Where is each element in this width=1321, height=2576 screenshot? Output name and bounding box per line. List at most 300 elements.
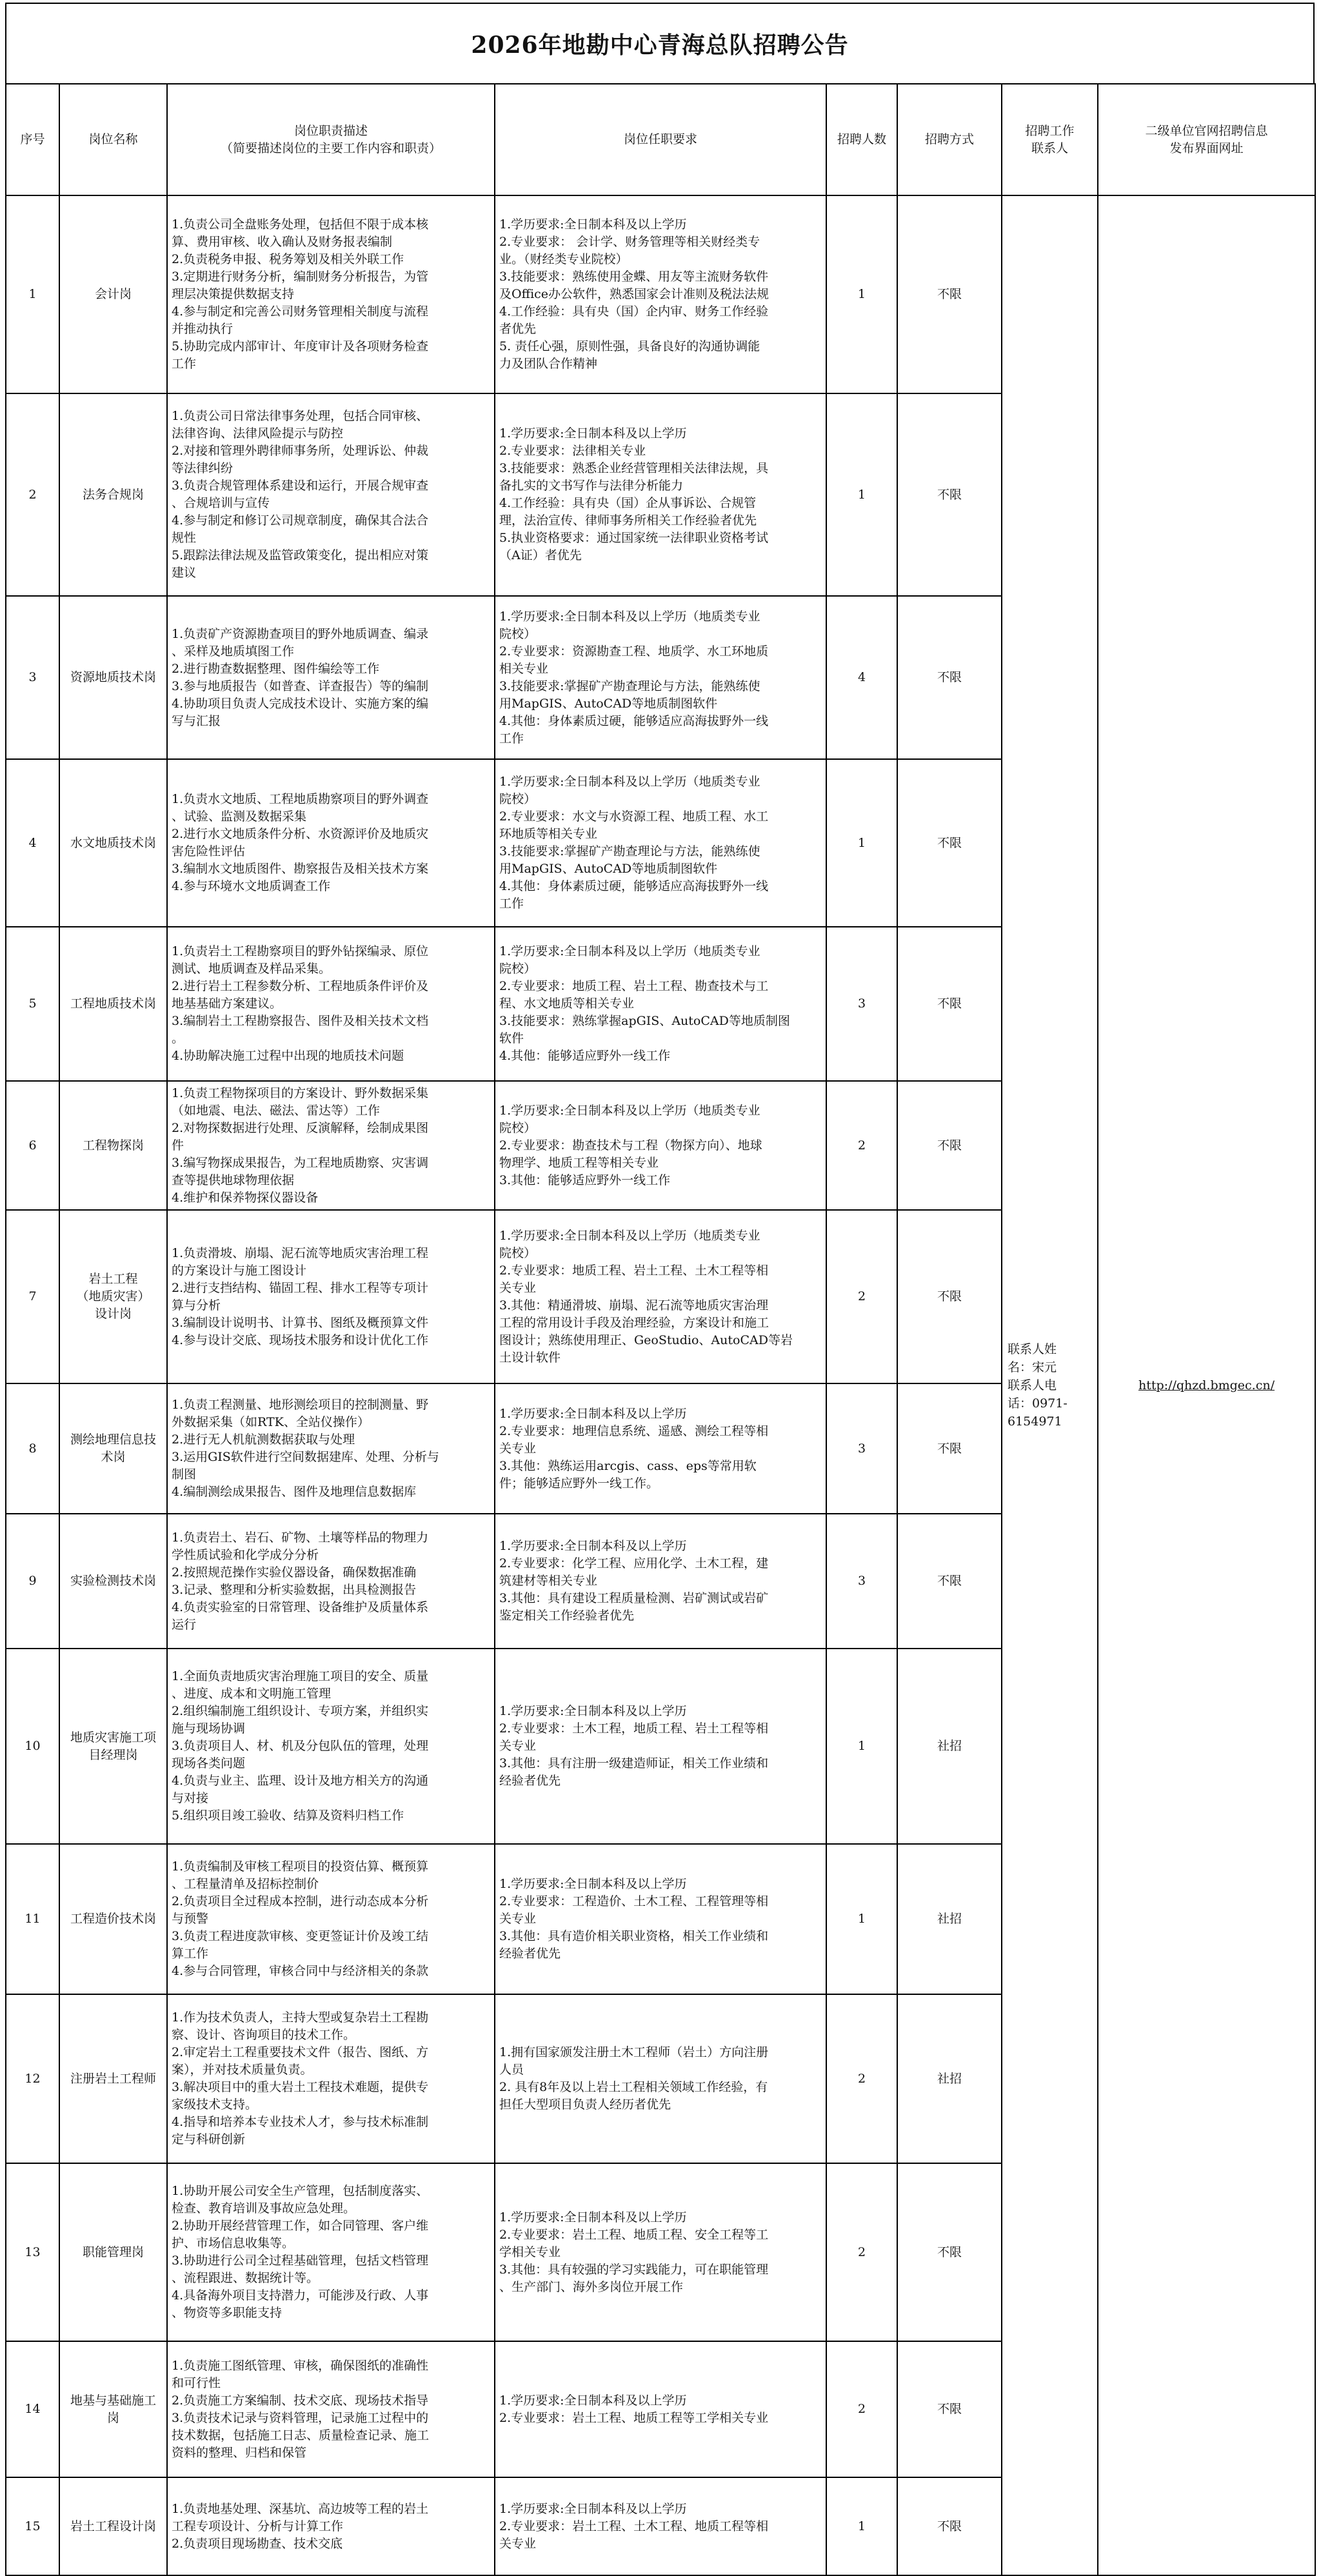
cell-description-line: 3.协助进行公司全过程基础管理，包括文档管理 xyxy=(172,2254,429,2268)
cell-recruit-method: 不限 xyxy=(897,1210,1002,1383)
cell-requirements-line: 2.专业要求：土木工程，地质工程、岩土工程等相 xyxy=(499,1721,769,1736)
cell-description-line: 。 xyxy=(172,1031,184,1045)
cell-description-line: 1.负责矿产资源勘查项目的野外地质调查、编录 xyxy=(172,626,429,641)
cell-requirements-line: 2.专业要求：化学工程、应用化学、土木工程，建 xyxy=(499,1556,769,1570)
cell-description-line: 、流程跟进、数据统计等。 xyxy=(172,2271,319,2285)
cell-description xyxy=(167,2163,495,2341)
cell-requirements xyxy=(495,1383,826,1514)
cell-description xyxy=(167,927,495,1081)
cell-requirements-line: 程、水文地质等相关专业 xyxy=(499,996,635,1011)
cell-description-line: 4.协助解决施工过程中出现的地质技术问题 xyxy=(172,1049,404,1063)
cell-position-name-line: 工程物探岗 xyxy=(82,1138,144,1153)
cell-requirements-line: 用MapGIS、AutoCAD等地质制图软件 xyxy=(499,862,718,876)
cell-requirements-line: 3.其他：具有注册一级建造师证，相关工作业绩和 xyxy=(499,1756,769,1770)
cell-seq: 6 xyxy=(6,1081,59,1210)
cell-seq: 3 xyxy=(6,596,59,759)
cell-description-line: 3.编制水文地质图件、勘察报告及相关技术方案 xyxy=(172,862,429,876)
cell-description-line: 、工程量清单及招标控制价 xyxy=(172,1877,319,1891)
cell-recruit-method: 不限 xyxy=(897,927,1002,1081)
header-contact-line2: 联系人 xyxy=(1031,141,1068,155)
cell-description-line: 1.负责水文地质、工程地质勘察项目的野外调查 xyxy=(172,792,429,806)
cell-description-line: 运行 xyxy=(172,1617,197,1632)
table-header-row xyxy=(6,84,1315,195)
cell-requirements-line: 2.专业要求：工程造价、土木工程、工程管理等相 xyxy=(499,1894,769,1908)
cell-requirements-line: 物理学、地质工程等相关专业 xyxy=(499,1155,659,1170)
header-site xyxy=(1098,84,1315,195)
cell-description-line: 害危险性评估 xyxy=(172,844,246,858)
cell-headcount: 1 xyxy=(826,393,897,596)
cell-description-line: 4.负责与业主、监理、设计及地方相关方的沟通 xyxy=(172,1774,429,1788)
cell-description-line: 3.负责技术记录与资料管理，记录施工过程中的 xyxy=(172,2410,429,2425)
cell-description-line: 与预警 xyxy=(172,1912,209,1926)
cell-description-line: 与对接 xyxy=(172,1791,209,1805)
cell-requirements-line: 图设计；熟练使用理正、GeoStudio、AutoCAD等岩 xyxy=(499,1333,793,1347)
cell-requirements-line: 3.其他：具有较强的学习实践能力，可在职能管理 xyxy=(499,2262,769,2277)
cell-requirements-line: 1.学历要求:全日制本科及以上学历（地质类专业 xyxy=(499,775,760,789)
cell-requirements-line: 1.学历要求:全日制本科及以上学历 xyxy=(499,1406,687,1421)
header-seq: 序号 xyxy=(6,84,59,195)
cell-position-name xyxy=(59,1649,167,1844)
header-desc-line2: （简要描述岗位的主要工作内容和职责） xyxy=(220,141,441,155)
cell-description-line: 算、费用审核、收入确认及财务报表编制 xyxy=(172,235,393,249)
cell-requirements-line: 鉴定相关工作经验者优先 xyxy=(499,1609,635,1623)
cell-description-line: 2.负责项目全过程成本控制，进行动态成本分析 xyxy=(172,1894,429,1908)
cell-position-name xyxy=(59,1844,167,1994)
cell-position-name xyxy=(59,195,167,393)
cell-requirements xyxy=(495,759,826,927)
cell-headcount: 1 xyxy=(826,759,897,927)
document xyxy=(5,3,1315,2551)
cell-description xyxy=(167,1994,495,2163)
cell-position-name-line: 资源地质技术岗 xyxy=(70,670,156,684)
cell-description-line: 2.按照规范操作实验仪器设备，确保数据准确 xyxy=(172,1565,417,1580)
cell-description-line: 4.参与环境水文地质调查工作 xyxy=(172,879,331,893)
cell-requirements-line: 1.学历要求:全日制本科及以上学历（地质类专业 xyxy=(499,1228,760,1243)
cell-description-line: 3.负责合规管理体系建设和运行，开展合规审查 xyxy=(172,479,429,493)
cell-description-line: 2.负责税务申报、税务筹划及相关外联工作 xyxy=(172,252,404,266)
cell-requirements-line: 、生产部门、海外多岗位开展工作 xyxy=(499,2279,684,2294)
cell-description-line: 工程专项设计、分析与计算工作 xyxy=(172,2519,344,2533)
cell-description-line: 1.负责滑坡、崩塌、泥石流等地质灾害治理工程 xyxy=(172,1245,429,1260)
cell-headcount: 3 xyxy=(826,1514,897,1649)
cell-recruit-method: 不限 xyxy=(897,1514,1002,1649)
cell-description-line: 1.负责工程物探项目的方案设计、野外数据采集 xyxy=(172,1085,429,1100)
cell-description-line: 1.作为技术负责人，主持大型或复杂岩土工程勘 xyxy=(172,2010,429,2025)
cell-headcount: 1 xyxy=(826,1844,897,1994)
cell-requirements-line: 软件 xyxy=(499,1031,524,1045)
cell-seq: 11 xyxy=(6,1844,59,1994)
contact-line: 6154971 xyxy=(1008,1414,1062,1429)
cell-recruit-method: 社招 xyxy=(897,1649,1002,1844)
cell-position-name xyxy=(59,759,167,927)
cell-requirements-line: 及Office办公软件，熟悉国家会计准则及税法法规 xyxy=(499,287,770,301)
cell-position-name xyxy=(59,1994,167,2163)
cell-position-name xyxy=(59,2341,167,2477)
cell-description xyxy=(167,393,495,596)
cell-description-line: 护、市场信息收集等。 xyxy=(172,2236,295,2250)
cell-description-line: （如地震、电法、磁法、雷达等）工作 xyxy=(172,1103,381,1118)
cell-description xyxy=(167,759,495,927)
cell-description-line: 的方案设计与施工图设计 xyxy=(172,1263,307,1278)
cell-seq: 2 xyxy=(6,393,59,596)
cell-description-line: 1.协助开展公司安全生产管理，包括制度落实、 xyxy=(172,2184,429,2198)
contact-line: 话：0971- xyxy=(1008,1396,1068,1411)
cell-description xyxy=(167,1844,495,1994)
cell-description xyxy=(167,1081,495,1210)
cell-requirements-line: 关专业 xyxy=(499,2536,537,2551)
cell-requirements-line: 力及团队合作精神 xyxy=(499,357,598,371)
cell-requirements-line: 院校） xyxy=(499,792,537,806)
header-desc-line1: 岗位职责描述 xyxy=(293,123,368,138)
cell-description-line: 1.负责岩土、岩石、矿物、土壤等样品的物理力 xyxy=(172,1530,429,1545)
cell-requirements-line: 2.专业要求：地理信息系统、遥感、测绘工程等相 xyxy=(499,1423,769,1438)
cell-description-line: 4.维护和保养物探仪器设备 xyxy=(172,1190,319,1205)
cell-requirements-line: 4.工作经验：具有央（国）企从事诉讼、合规管 xyxy=(499,496,757,510)
cell-description-line: 定与科研创新 xyxy=(172,2132,246,2146)
cell-description-line: 2.协助开展经营管理工作，如合同管理、客户维 xyxy=(172,2219,429,2233)
cell-headcount: 1 xyxy=(826,195,897,393)
cell-requirements-line: 1.学历要求:全日制本科及以上学历 xyxy=(499,2210,687,2224)
cell-headcount: 3 xyxy=(826,1383,897,1514)
cell-description-line: 2.进行水文地质条件分析、水资源评价及地质灾 xyxy=(172,827,429,841)
cell-description-line: 4.编制测绘成果报告、图件及地理信息数据库 xyxy=(172,1485,417,1499)
cell-position-name xyxy=(59,1081,167,1210)
cell-requirements-line: 工程的常用设计手段及治理经验，方案设计和施工 xyxy=(499,1315,770,1330)
cell-requirements-line: 2.专业要求：水文与水资源工程、地质工程、水工 xyxy=(499,809,769,824)
cell-requirements-line: 经验者优先 xyxy=(499,1774,561,1788)
cell-website xyxy=(1098,195,1315,2575)
cell-requirements-line: 工作 xyxy=(499,897,524,911)
cell-requirements-line: 学相关专业 xyxy=(499,2244,561,2259)
cell-requirements xyxy=(495,1844,826,1994)
cell-requirements-line: 2.专业要求：勘查技术与工程（物探方向）、地球 xyxy=(499,1138,762,1153)
cell-description-line: 、物资等多职能支持 xyxy=(172,2306,283,2320)
cell-description-line: 工作 xyxy=(172,357,197,371)
cell-requirements xyxy=(495,596,826,759)
cell-requirements-line: 1.学历要求:全日制本科及以上学历 xyxy=(499,426,687,441)
cell-description-line: 2.审定岩土工程重要技术文件（报告、图纸、方 xyxy=(172,2045,429,2059)
cell-position-name-line: 地基与基础施工 xyxy=(70,2393,156,2408)
contact-line: 名：宋元 xyxy=(1008,1360,1057,1374)
cell-position-name xyxy=(59,393,167,596)
cell-headcount: 1 xyxy=(826,2477,897,2575)
cell-description-line: 1.负责公司日常法律事务处理，包括合同审核、 xyxy=(172,409,429,423)
cell-description-line: 5.协助完成内部审计、年度审计及各项财务检查 xyxy=(172,339,429,353)
cell-description-line: 、采样及地质填图工作 xyxy=(172,644,295,659)
cell-recruit-method: 不限 xyxy=(897,1383,1002,1514)
cell-position-name-line: 岩土工程 xyxy=(88,1272,138,1286)
cell-seq: 9 xyxy=(6,1514,59,1649)
cell-description-line: 地基基础方案建议。 xyxy=(172,996,283,1011)
cell-headcount: 4 xyxy=(826,596,897,759)
header-method: 招聘方式 xyxy=(897,84,1002,195)
cell-requirements-line: 2.专业要求：岩土工程、土木工程、地质工程等相 xyxy=(499,2519,769,2533)
cell-requirements-line: 人员 xyxy=(499,2063,524,2077)
cell-requirements-line: 2.专业要求： 会计学、财务管理等相关财经类专 xyxy=(499,235,760,249)
cell-description-line: 3.编制岩土工程勘察报告、图件及相关技术文档 xyxy=(172,1014,429,1028)
cell-requirements xyxy=(495,927,826,1081)
cell-description xyxy=(167,2341,495,2477)
cell-description-line: 检查、教育培训及事故应急处理。 xyxy=(172,2201,356,2215)
cell-requirements-line: 土设计软件 xyxy=(499,1350,561,1365)
cell-requirements-line: （A证）者优先 xyxy=(499,548,582,562)
cell-position-name-line: 地质灾害施工项 xyxy=(70,1730,156,1745)
cell-description-line: 4.参与设计交底、现场技术服务和设计优化工作 xyxy=(172,1333,429,1347)
cell-description-line: 4.协助项目负责人完成技术设计、实施方案的编 xyxy=(172,696,429,711)
cell-description-line: 、试验、监测及数据采集 xyxy=(172,809,307,824)
cell-description-line: 5.跟踪法律法规及监管政策变化，提出相应对策 xyxy=(172,548,429,562)
cell-description-line: 案），并对技术质量负责。 xyxy=(172,2063,313,2077)
cell-requirements-line: 5.执业资格要求：通过国家统一法律职业资格考试 xyxy=(499,531,769,545)
cell-requirements xyxy=(495,1649,826,1844)
cell-description-line: 并推动执行 xyxy=(172,322,233,336)
header-req: 岗位任职要求 xyxy=(495,84,826,195)
header-contact-line1: 招聘工作 xyxy=(1025,123,1075,138)
cell-requirements-line: 1.学历要求:全日制本科及以上学历 xyxy=(499,2501,687,2516)
cell-description-line: 2.进行支挡结构、锚固工程、排水工程等专项计 xyxy=(172,1280,429,1295)
cell-seq: 13 xyxy=(6,2163,59,2341)
cell-description xyxy=(167,2477,495,2575)
cell-description-line: 现场各类问题 xyxy=(172,1756,246,1770)
cell-description-line: 4.参与制定和修订公司规章制度，确保其合法合 xyxy=(172,513,429,528)
cell-requirements-line: 4.工作经验：具有央（国）企内审、财务工作经验 xyxy=(499,304,769,319)
cell-position-name-line: 测绘地理信息技 xyxy=(70,1432,156,1447)
cell-requirements-line: 1.学历要求:全日制本科及以上学历（地质类专业 xyxy=(499,944,760,958)
cell-requirements-line: 理，法治宣传、律师事务所相关工作经验者优先 xyxy=(499,513,757,528)
cell-requirements-line: 3.其他：熟练运用arcgis、cass、eps等常用软 xyxy=(499,1458,757,1473)
cell-requirements-line: 者优先 xyxy=(499,322,537,336)
cell-seq: 15 xyxy=(6,2477,59,2575)
cell-recruit-method: 不限 xyxy=(897,759,1002,927)
cell-description-line: 1.全面负责地质灾害治理施工项目的安全、质量 xyxy=(172,1669,429,1683)
contact-line: 联系人姓 xyxy=(1008,1342,1057,1356)
cell-headcount: 2 xyxy=(826,2341,897,2477)
website-link[interactable]: http://qhzd.bmgec.cn/ xyxy=(1138,1378,1275,1392)
cell-requirements-line: 1.学历要求:全日制本科及以上学历 xyxy=(499,1704,687,1718)
cell-requirements-line: 2. 具有8年及以上岩土工程相关领域工作经验，有 xyxy=(499,2080,768,2094)
cell-requirements xyxy=(495,1514,826,1649)
header-desc xyxy=(167,84,495,195)
cell-requirements-line: 环地质等相关专业 xyxy=(499,827,598,841)
table-body xyxy=(6,195,1315,2575)
cell-position-name xyxy=(59,2163,167,2341)
cell-position-name-line: 水文地质技术岗 xyxy=(70,835,156,850)
cell-requirements xyxy=(495,393,826,596)
cell-requirements xyxy=(495,195,826,393)
cell-requirements-line: 院校） xyxy=(499,626,537,641)
cell-description-line: 等法律纠纷 xyxy=(172,461,233,475)
cell-requirements xyxy=(495,2477,826,2575)
cell-recruit-method: 不限 xyxy=(897,1081,1002,1210)
cell-description-line: 、合规培训与宣传 xyxy=(172,496,270,510)
cell-requirements-line: 3.技能要求:掌握矿产勘查理论与方法，能熟练使 xyxy=(499,679,760,693)
cell-seq: 10 xyxy=(6,1649,59,1844)
cell-position-name xyxy=(59,927,167,1081)
cell-description-line: 3.编写物探成果报告，为工程地质勘察、灾害调 xyxy=(172,1155,429,1170)
cell-position-name-line: 目经理岗 xyxy=(88,1747,138,1762)
cell-description-line: 理层决策提供数据支持 xyxy=(172,287,295,301)
cell-position-name xyxy=(59,1210,167,1383)
cell-description-line: 外数据采集（如RTK、全站仪操作） xyxy=(172,1415,370,1429)
cell-position-name-line: 工程地质技术岗 xyxy=(70,996,156,1011)
cell-requirements-line: 关专业 xyxy=(499,1280,537,1295)
cell-requirements-line: 关专业 xyxy=(499,1912,537,1926)
cell-description-line: 技术数据，包括施工日志、质量检查记录、施工 xyxy=(172,2428,430,2442)
cell-description-line: 法律咨询、法律风险提示与防控 xyxy=(172,426,344,441)
cell-headcount: 2 xyxy=(826,1994,897,2163)
cell-seq: 5 xyxy=(6,927,59,1081)
cell-description-line: 5.组织项目竣工验收、结算及资料归档工作 xyxy=(172,1808,404,1823)
cell-requirements-line: 5. 责任心强，原则性强，具备良好的沟通协调能 xyxy=(499,339,760,353)
cell-requirements-line: 关专业 xyxy=(499,1739,537,1753)
cell-requirements-line: 关专业 xyxy=(499,1441,537,1456)
cell-contact xyxy=(1002,195,1098,2575)
cell-requirements-line: 4.其他：身体素质过硬，能够适应高海拔野外一线 xyxy=(499,713,769,728)
cell-requirements xyxy=(495,1210,826,1383)
cell-recruit-method: 社招 xyxy=(897,1994,1002,2163)
cell-position-name-line: 岩土工程设计岗 xyxy=(70,2519,156,2533)
cell-requirements-line: 1.拥有国家颁发注册土木工程师（岩土）方向注册 xyxy=(499,2045,769,2059)
cell-recruit-method: 不限 xyxy=(897,195,1002,393)
cell-description-line: 2.进行勘查数据整理、图件编绘等工作 xyxy=(172,661,380,676)
cell-headcount: 2 xyxy=(826,1210,897,1383)
cell-description-line: 2.对接和管理外聘律师事务所，处理诉讼、仲裁 xyxy=(172,444,429,458)
cell-description-line: 资料的整理、归档和保管 xyxy=(172,2445,307,2460)
cell-recruit-method: 不限 xyxy=(897,2163,1002,2341)
cell-position-name-line: （地质灾害） xyxy=(76,1289,150,1303)
cell-requirements-line: 经验者优先 xyxy=(499,1947,561,1961)
cell-description-line: 测试、地质调查及样品采集。 xyxy=(172,962,332,976)
cell-requirements-line: 1.学历要求:全日制本科及以上学历 xyxy=(499,1877,687,1891)
cell-description-line: 2.负责项目现场勘查、技术交底 xyxy=(172,2536,343,2551)
cell-requirements-line: 4.其他：身体素质过硬，能够适应高海拔野外一线 xyxy=(499,879,769,893)
cell-position-name-line: 术岗 xyxy=(101,1450,126,1464)
cell-description-line: 施与现场协调 xyxy=(172,1721,246,1736)
cell-headcount: 1 xyxy=(826,1649,897,1844)
cell-requirements-line: 相关专业 xyxy=(499,661,549,676)
cell-description-line: 查等提供地球物理依据 xyxy=(172,1173,295,1187)
cell-description-line: 1.负责地基处理、深基坑、高边坡等工程的岩土 xyxy=(172,2501,429,2516)
cell-description-line: 建议 xyxy=(172,566,197,580)
cell-requirements-line: 2.专业要求：法律相关专业 xyxy=(499,444,646,458)
cell-description-line: 2.组织编制施工组织设计、专项方案，并组织实 xyxy=(172,1704,429,1718)
cell-description xyxy=(167,195,495,393)
cell-requirements-line: 3.技能要求：熟悉企业经营管理相关法律法规，具 xyxy=(499,461,769,475)
cell-requirements-line: 院校） xyxy=(499,1120,537,1135)
cell-description-line: 规性 xyxy=(172,531,197,545)
cell-requirements-line: 担任大型项目负责人经历者优先 xyxy=(499,2097,671,2112)
cell-requirements-line: 4.其他：能够适应野外一线工作 xyxy=(499,1049,671,1063)
cell-requirements-line: 工作 xyxy=(499,731,524,746)
cell-requirements-line: 业。（财经类专业院校） xyxy=(499,252,628,266)
cell-requirements-line: 3.其他：精通滑坡、崩塌、泥石流等地质灾害治理 xyxy=(499,1298,769,1313)
cell-description-line: 4.指导和培养本专业技术人才，参与技术标准制 xyxy=(172,2115,429,2129)
cell-description-line: 3.运用GIS软件进行空间数据建库、处理、分析与 xyxy=(172,1450,439,1464)
cell-recruit-method: 不限 xyxy=(897,596,1002,759)
cell-seq: 12 xyxy=(6,1994,59,2163)
cell-seq: 4 xyxy=(6,759,59,927)
cell-position-name-line: 职能管理岗 xyxy=(82,2244,144,2259)
header-count: 招聘人数 xyxy=(826,84,897,195)
cell-description-line: 3.定期进行财务分析，编制财务分析报告，为管 xyxy=(172,270,429,284)
cell-requirements-line: 筑建材等相关专业 xyxy=(499,1574,598,1588)
cell-requirements-line: 1.学历要求:全日制本科及以上学历（地质类专业 xyxy=(499,609,760,624)
header-contact xyxy=(1002,84,1098,195)
cell-description-line: 3.参与地质报告（如普查、详查报告）等的编制 xyxy=(172,679,429,693)
cell-description-line: 和可行性 xyxy=(172,2375,221,2390)
header-name: 岗位名称 xyxy=(59,84,167,195)
header-site-line1: 二级单位官网招聘信息 xyxy=(1145,123,1268,138)
cell-seq: 8 xyxy=(6,1383,59,1514)
cell-position-name-line: 注册岩土工程师 xyxy=(70,2071,156,2086)
cell-requirements-line: 3.其他：具有造价相关职业资格，相关工作业绩和 xyxy=(499,1929,769,1943)
cell-requirements-line: 2.专业要求：岩土工程、地质工程、安全工程等工 xyxy=(499,2227,769,2242)
cell-headcount: 2 xyxy=(826,2163,897,2341)
cell-description-line: 算与分析 xyxy=(172,1298,221,1313)
cell-seq: 14 xyxy=(6,2341,59,2477)
cell-requirements xyxy=(495,2341,826,2477)
cell-description-line: 3.负责项目人、材、机及分包队伍的管理，处理 xyxy=(172,1739,429,1753)
cell-position-name-line: 实验检测技术岗 xyxy=(70,1574,156,1588)
cell-description-line: 2.对物探数据进行处理、反演解释，绘制成果图 xyxy=(172,1120,429,1135)
cell-headcount: 3 xyxy=(826,927,897,1081)
cell-description-line: 3.记录、整理和分析实验数据，出具检测报告 xyxy=(172,1582,417,1597)
page-title: 2026年地勘中心青海总队招聘公告 xyxy=(5,3,1315,83)
cell-recruit-method: 不限 xyxy=(897,2477,1002,2575)
cell-description-line: 1.负责公司全盘账务处理，包括但不限于成本核 xyxy=(172,217,429,232)
cell-description-line: 察、设计、咨询项目的技术工作。 xyxy=(172,2028,356,2042)
cell-description xyxy=(167,1383,495,1514)
cell-description-line: 3.解决项目中的重大岩土工程技术难题，提供专 xyxy=(172,2080,429,2094)
cell-requirements xyxy=(495,2163,826,2341)
cell-requirements-line: 1.学历要求:全日制本科及以上学历 xyxy=(499,217,687,232)
cell-requirements-line: 院校） xyxy=(499,1245,537,1260)
cell-requirements-line: 2.专业要求：岩土工程、地质工程等工学相关专业 xyxy=(499,2410,769,2425)
contact-line: 联系人电 xyxy=(1008,1378,1057,1392)
cell-requirements-line: 1.学历要求:全日制本科及以上学历（地质类专业 xyxy=(499,1103,760,1118)
cell-headcount: 2 xyxy=(826,1081,897,1210)
cell-position-name xyxy=(59,1383,167,1514)
cell-requirements-line: 1.学历要求:全日制本科及以上学历 xyxy=(499,1539,687,1553)
cell-description-line: 制图 xyxy=(172,1467,197,1481)
cell-requirements xyxy=(495,1994,826,2163)
cell-requirements xyxy=(495,1081,826,1210)
cell-description-line: 1.负责编制及审核工程项目的投资估算、概预算 xyxy=(172,1859,429,1874)
cell-requirements-line: 3.技能要求：熟练掌握apGIS、AutoCAD等地质制图 xyxy=(499,1014,790,1028)
cell-description-line: 件 xyxy=(172,1138,184,1153)
cell-requirements-line: 1.学历要求:全日制本科及以上学历 xyxy=(499,2393,687,2408)
cell-description-line: 写与汇报 xyxy=(172,713,221,728)
cell-requirements-line: 用MapGIS、AutoCAD等地质制图软件 xyxy=(499,696,718,711)
cell-description-line: 4.具备海外项目支持潜力，可能涉及行政、人事 xyxy=(172,2288,429,2303)
cell-seq: 1 xyxy=(6,195,59,393)
cell-description-line: 4.参与制定和完善公司财务管理相关制度与流程 xyxy=(172,304,429,319)
cell-seq: 7 xyxy=(6,1210,59,1383)
cell-requirements-line: 3.其他：具有建设工程质量检测、岩矿测试或岩矿 xyxy=(499,1591,769,1605)
cell-description-line: 算工作 xyxy=(172,1947,209,1961)
cell-recruit-method: 社招 xyxy=(897,1844,1002,1994)
cell-position-name-line: 会计岗 xyxy=(94,287,132,301)
cell-position-name xyxy=(59,2477,167,2575)
cell-requirements-line: 2.专业要求：地质工程、岩土工程、土木工程等相 xyxy=(499,1263,769,1278)
cell-description xyxy=(167,1514,495,1649)
cell-description-line: 学性质试验和化学成分分析 xyxy=(172,1547,319,1562)
table-row xyxy=(6,195,1315,393)
cell-position-name-line: 法务合规岗 xyxy=(82,487,144,502)
cell-description-line: 家级技术支持。 xyxy=(172,2097,258,2112)
cell-description-line: 1.负责施工图纸管理、审核，确保图纸的准确性 xyxy=(172,2358,429,2373)
job-table xyxy=(5,83,1316,2576)
